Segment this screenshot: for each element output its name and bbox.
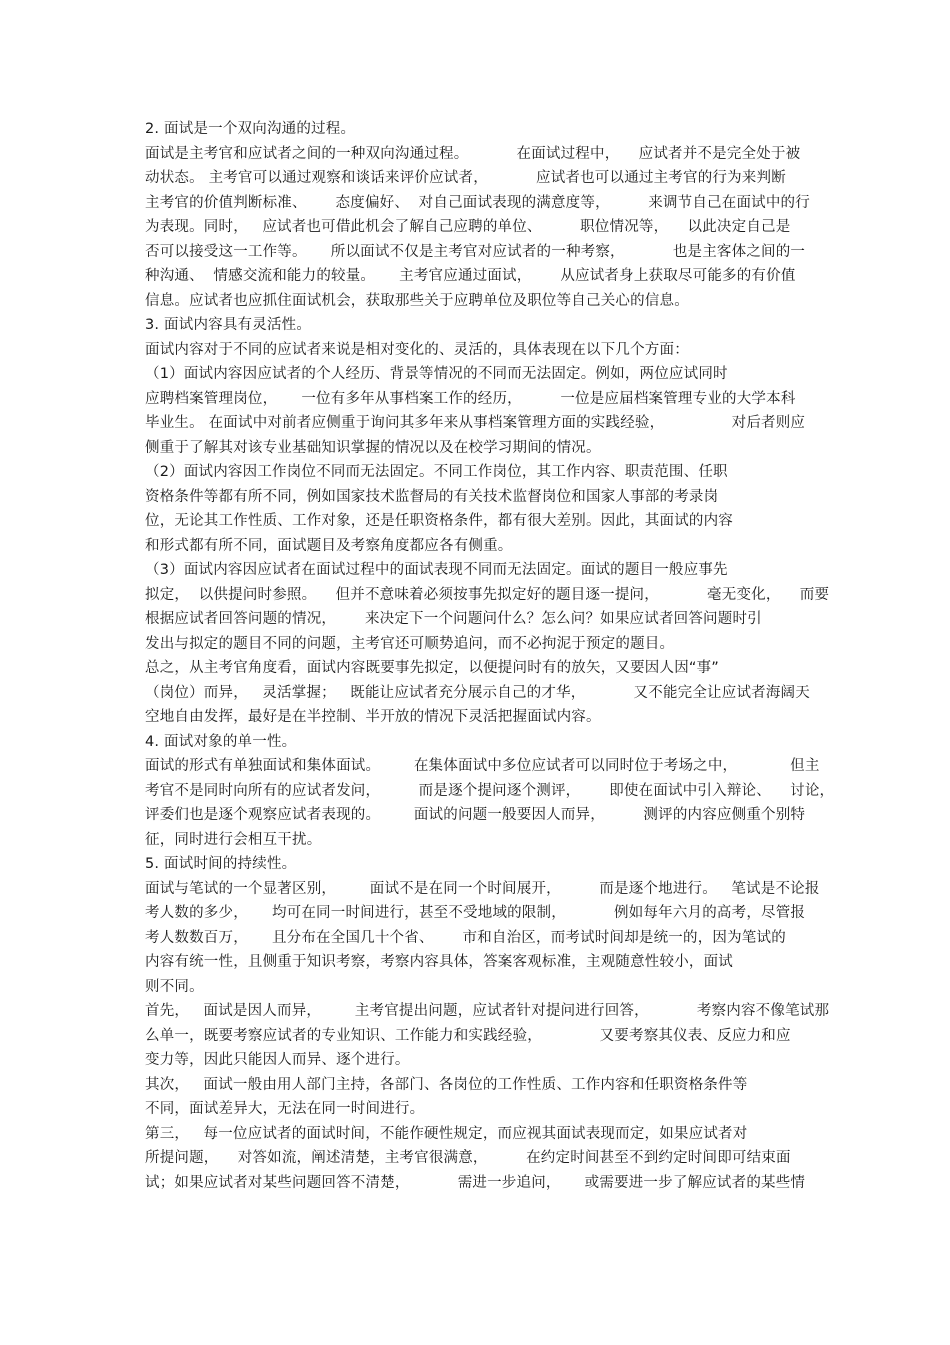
text-line: 所提问题， 对答如流，阐述清楚，主考官很满意， 在约定时间甚至不到约定时间即可结束面 (145, 1150, 791, 1166)
text-line: 为表现。同时， 应试者也可借此机会了解自己应聘的单位、 职位情况等， 以此决定自己是 (145, 219, 791, 235)
text-line: （1）面试内容因应试者的个人经历、背景等情况的不同而无法固定。例如，两位应试同时 (145, 366, 728, 382)
text-line: 资格条件等都有所不同，例如国家技术监督局的有关技术监督岗位和国家人事部的考录岗 (145, 488, 719, 505)
text-line: 根据应试者回答问题的情况， 来决定下一个问题问什么？怎么问？如果应试者回答问题时引 (145, 611, 762, 627)
text-line: 主考官的价值判断标准、 态度偏好、 对自己面试表现的满意度等， 来调节自己在面试中的行 (145, 194, 810, 211)
text-line: 面试的形式有单独面试和集体面试。 在集体面试中多位应试者可以同时位于考场之中， 但主 (145, 758, 820, 774)
text-line: 面试内容对于不同的应试者来说是相对变化的、灵活的，具体表现在以下几个方面： (145, 341, 689, 358)
text-line: 征，同时进行会相互干扰。 (145, 831, 322, 848)
text-line: 其次， 面试一般由用人部门主持，各部门、各岗位的工作性质、工作内容和任职资格条件等 (145, 1076, 748, 1093)
text-line: 否可以接受这一工作等。 所以面试不仅是主考官对应试者的一种考察， 也是主客体之间的一 (145, 243, 806, 260)
text-line: （岗位）而异， 灵活掌握； 既能让应试者充分展示自己的才华， 又不能完全让应试者海阔天 (145, 684, 810, 701)
text-line: 考人数数百万， 且分布在全国几十个省、 市和自治区，而考试时间却是统一的，因为笔试的 (145, 929, 786, 946)
text-line: 总之，从主考官角度看，面试内容既要事先拟定，以便提问时有的放矢，又要因人因“事” (145, 660, 720, 676)
text-line: 内容有统一性，且侧重于知识考察，考察内容具体，答案客观标准，主观随意性较小，面试 (145, 954, 733, 970)
text-line: 第三， 每一位应试者的面试时间，不能作硬性规定，而应视其面试表现而定，如果应试者对 (145, 1125, 748, 1142)
text-line: （3）面试内容因应试者在面试过程中的面试表现不同而无法固定。面试的题目一般应事先 (145, 562, 728, 578)
text-line: 则不同。 (145, 978, 204, 995)
text-line: 4. 面试对象的单一性。 (145, 733, 297, 750)
text-line: 面试是主考官和应试者之间的一种双向沟通过程。 在面试过程中， 应试者并不是完全处于被 (145, 145, 801, 162)
text-line: （2）面试内容因工作岗位不同而无法固定。不同工作岗位，其工作内容、职责范围、任职 (145, 464, 728, 480)
text-line: 和形式都有所不同，面试题目及考察角度都应各有侧重。 (145, 537, 513, 554)
text-line: 动状态。 主考官可以通过观察和谈话来评价应试者， 应试者也可以通过主考官的行为来判断 (145, 170, 786, 186)
text-line: 信息。应试者也应抓住面试机会，获取那些关于应聘单位及职位等自己关心的信息。 (145, 292, 689, 309)
text-line: 变力等，因此只能因人而异、逐个进行。 (145, 1052, 410, 1068)
text-line: 面试与笔试的一个显著区别， 面试不是在同一个时间展开， 而是逐个地进行。 笔试是不论报 (145, 880, 820, 897)
text-line: 考人数的多少， 均可在同一时间进行，甚至不受地域的限制， 例如每年六月的高考，尽管报 (145, 905, 806, 921)
text-line: 么单一，既要考察应试者的专业知识、工作能力和实践经验， 又要考察其仪表、反应力和应 (145, 1027, 791, 1044)
text-line: 毕业生。 在面试中对前者应侧重于询问其多年来从事档案管理方面的实践经验， 对后者则应 (145, 415, 806, 431)
text-line: 侧重于了解其对该专业基础知识掌握的情况以及在校学习期间的情况。 (145, 439, 601, 456)
text-line: 考官不是同时向所有的应试者发问， 而是逐个提问逐个测评， 即使在面试中引入辩论、 讨论， (145, 782, 835, 799)
text-line: 评委们也是逐个观察应试者表现的。 面试的问题一般要因人而异， 测评的内容应侧重个别特 (145, 807, 806, 823)
text-line: 拟定， 以供提问时参照。 但并不意味着必须按事先拟定好的题目逐一提问， 毫无变化， 而要 (145, 586, 830, 603)
text-line: 种沟通、 情感交流和能力的较量。 主考官应通过面试， 从应试者身上获取尽可能多的有价值 (145, 268, 796, 284)
document-body (145, 117, 835, 1195)
text-line: 首先， 面试是因人而异， 主考官提出问题，应试者针对提问进行回答， 考察内容不像笔试那 (145, 1003, 830, 1019)
text-line: 应聘档案管理岗位， 一位有多年从事档案工作的经历， 一位是应届档案管理专业的大学本科 (145, 390, 796, 407)
text-line: 5. 面试时间的持续性。 (145, 856, 297, 872)
text-line: 位，无论其工作性质、工作对象，还是任职资格条件，都有很大差别。因此，其面试的内容 (145, 513, 733, 529)
text-line: 空地自由发挥，最好是在半控制、半开放的情况下灵活把握面试内容。 (145, 709, 601, 725)
text-line: 2. 面试是一个双向沟通的过程。 (145, 121, 356, 137)
text-line: 试；如果应试者对某些问题回答不清楚， 需进一步追问， 或需要进一步了解应试者的某些情 (145, 1174, 806, 1191)
text-line: 发出与拟定的题目不同的问题，主考官还可顺势追问，而不必拘泥于预定的题目。 (145, 635, 675, 652)
text-line: 不同，面试差异大，无法在同一时间进行。 (145, 1101, 425, 1117)
text-line: 3. 面试内容具有灵活性。 (145, 317, 312, 333)
